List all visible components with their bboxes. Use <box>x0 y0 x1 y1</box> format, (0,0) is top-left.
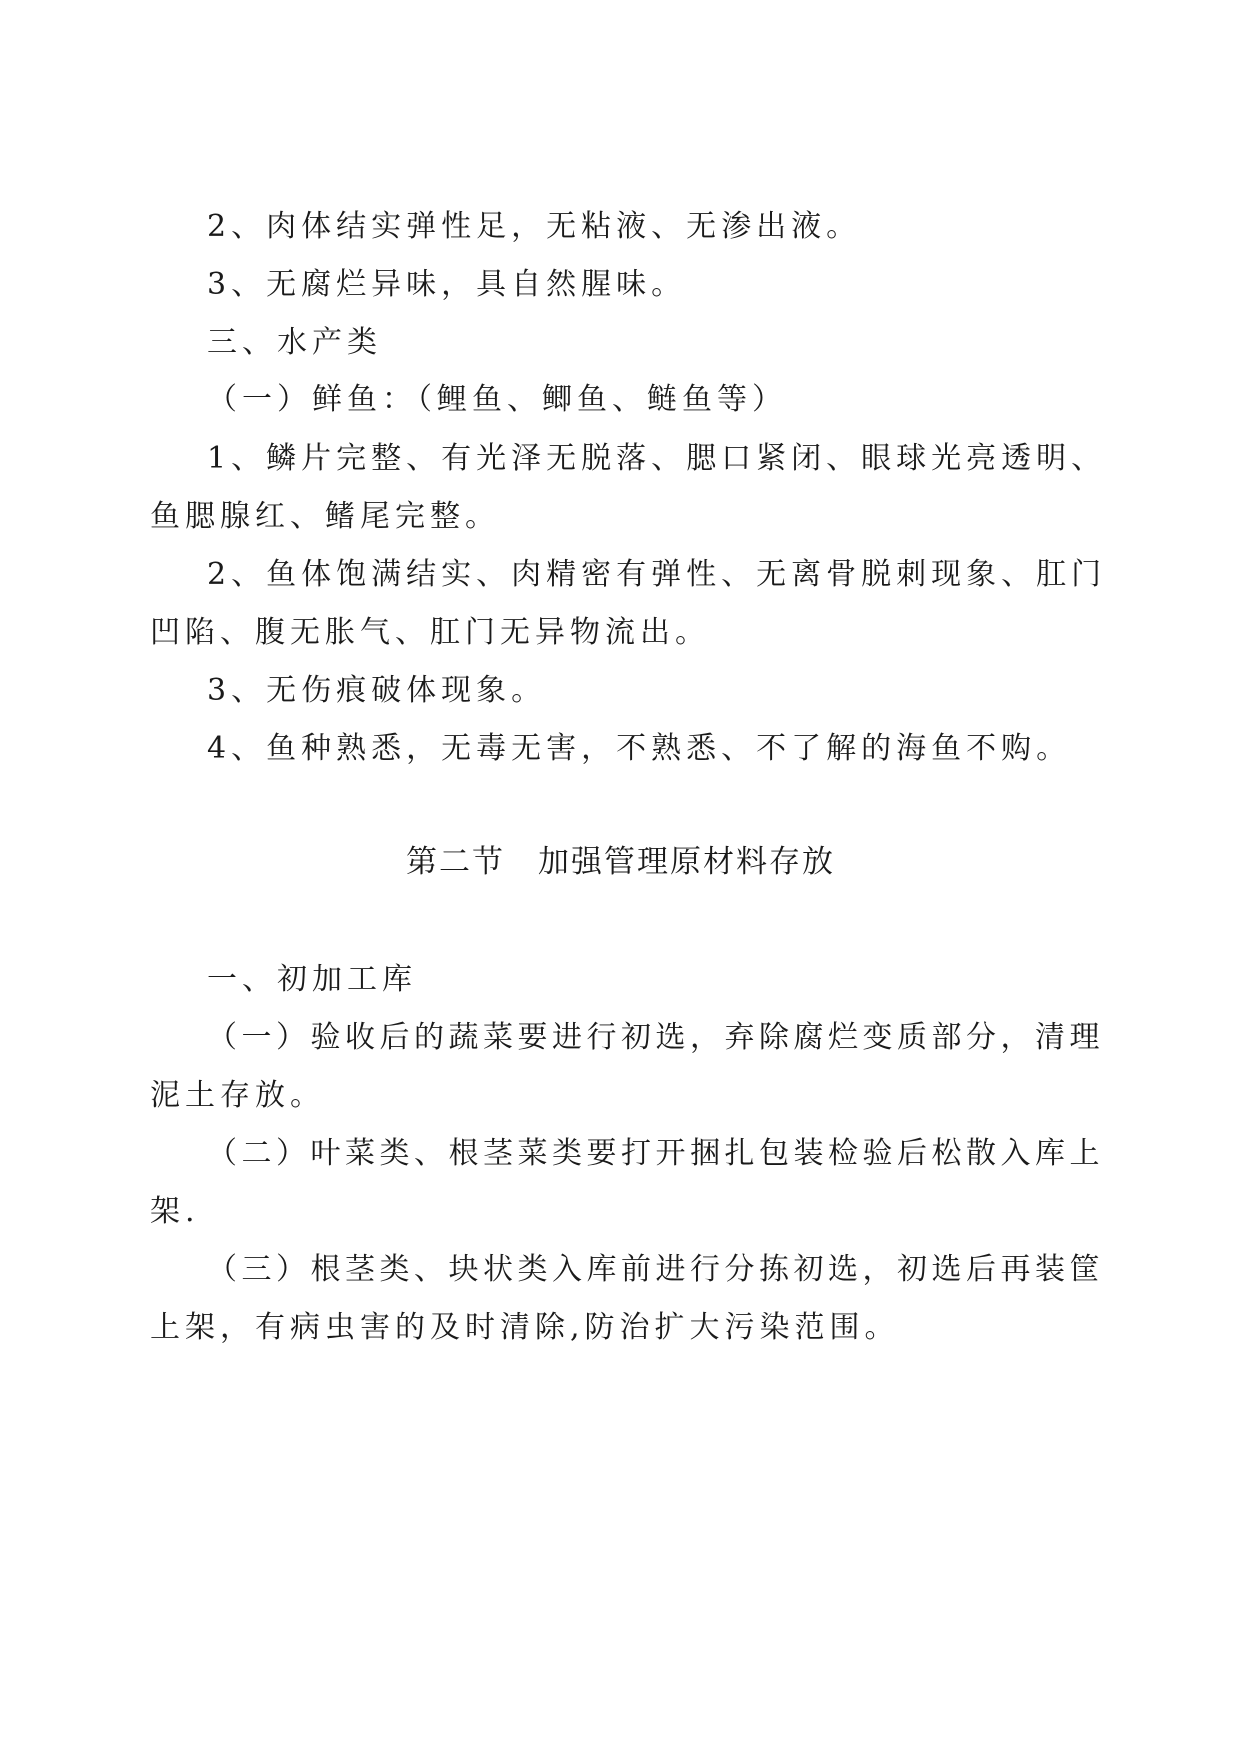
fish-criterion-3: 3、无伤痕破体现象。 <box>207 673 547 708</box>
meat-criterion-3: 3、无腐烂异味，具自然腥味。 <box>207 267 687 302</box>
storage-rule-2-line-2: 架. <box>150 1194 200 1229</box>
fish-criterion-2-line-1: 2、鱼体饱满结实、肉精密有弹性、无离骨脱刺现象、肛门 <box>207 557 1107 592</box>
meat-criterion-2: 2、肉体结实弹性足，无粘液、无渗出液。 <box>207 209 862 244</box>
storage-rule-1-line-2: 泥土存放。 <box>150 1078 325 1113</box>
fresh-fish-subtitle: （一）鲜鱼：（鲤鱼、鲫鱼、鲢鱼等） <box>207 382 787 417</box>
fish-criterion-1-line-2: 鱼腮腺红、鳍尾完整。 <box>150 499 500 534</box>
storage-section-title: 一、初加工库 <box>207 962 417 997</box>
storage-rule-2-line-1: （二）叶菜类、根茎菜类要打开捆扎包装检验后松散入库上 <box>207 1136 1104 1171</box>
fish-criterion-4: 4、鱼种熟悉，无毒无害，不熟悉、不了解的海鱼不购。 <box>207 731 1072 766</box>
storage-rule-3-line-1: （三）根茎类、块状类入库前进行分拣初选，初选后再装筐 <box>207 1252 1104 1287</box>
section-heading: 第二节 加强管理原材料存放 <box>406 844 835 880</box>
aquatic-section-title: 三、水产类 <box>207 325 382 360</box>
fish-criterion-2-line-2: 凹陷、腹无胀气、肛门无异物流出。 <box>150 615 710 650</box>
storage-rule-3-line-2: 上架，有病虫害的及时清除,防治扩大污染范围。 <box>150 1310 900 1345</box>
fish-criterion-1-line-1: 1、鳞片完整、有光泽无脱落、腮口紧闭、眼球光亮透明、 <box>207 441 1107 476</box>
storage-rule-1-line-1: （一）验收后的蔬菜要进行初选，弃除腐烂变质部分，清理 <box>207 1020 1104 1055</box>
